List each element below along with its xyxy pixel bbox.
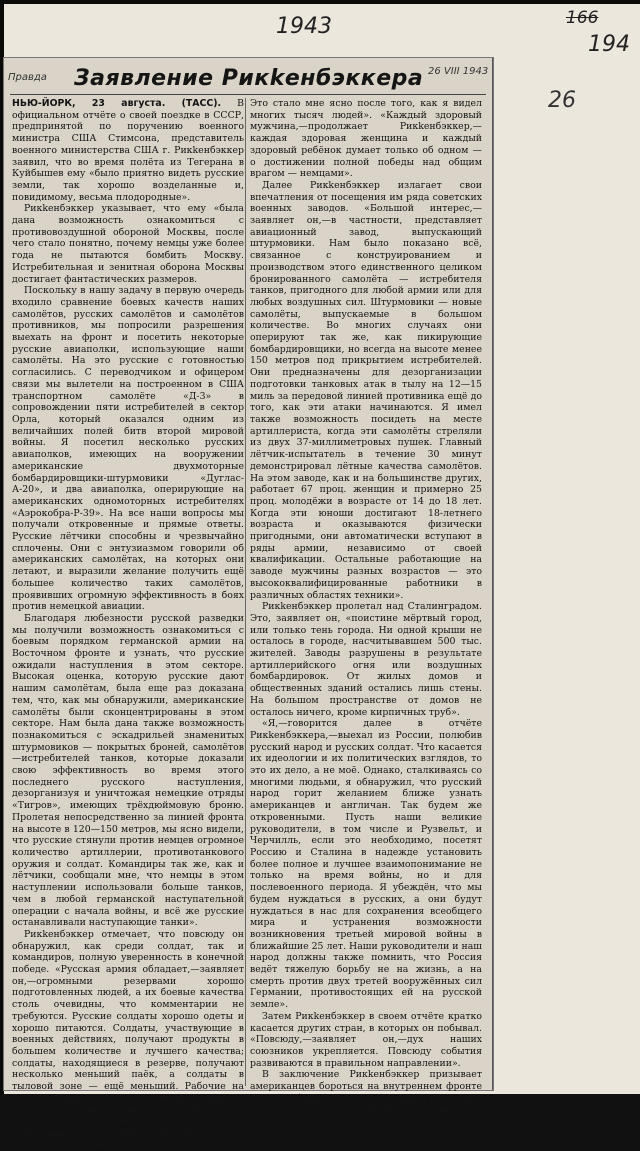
pencil-source-note: Правда xyxy=(8,72,47,83)
scan-top-edge xyxy=(0,0,640,4)
paragraph: Затем Рикkенбэккер в своем отчёте кратко касается других стран, в которых он побывал. «Повсюду,—заявляет он,—дух наших союзников укрепляется. Повсюду события развиваются в правильном направлении». xyxy=(250,1010,482,1069)
paragraph: «Я,—говорится далее в отчёте Рикkенбэккера,—выехал из России, полюбив русский народ и русских солдат. Что касается их идеологии и их политических взглядов, то это их дело, а не моё. Однако, сталкиваясь со многими людьми, я обнаружил, что русский народ горит желанием ближе узнать американцев и англичан. Так будем же откровенными. Пусть наши великие руководители, в том числе и Рузвельт, и Черчилль, если это необходимо, посетят Россию и Сталина в надежде установить более полное и лучшее взаимопонимание не только на время войны, но и для послевоенного периода. Я убеждён, что мы будем нуждаться в русских, а они будут нуждаться в нас для сохранения всеобщего мира и устранения возможности возникновения третьей мировой войны в ближайшие 25 лет. Наши руководители и наш народ должны также помнить, что Россия ведёт тяжелую борьбу не на жизнь, а на смерть против двух третей вооружённых сил Германии, противостоящих ей на русской земле». xyxy=(250,718,482,1011)
article-headline: Заявление Рикkенбэккера xyxy=(74,66,424,91)
margin-pencil-mark: 26 xyxy=(548,88,576,113)
dateline: НЬЮ-ЙОРК, 23 августа. (ТАСС). xyxy=(12,98,222,109)
paragraph: Это стало мне ясно после того, как я видел многих тысяч людей». «Каждый здоровый мужчина,—продолжает Рикkенбэккер,—каждая здоровая женщина и каждый здоровый ребёнок думает только об одном — о достижении полной победы над общим врагом — немцами». xyxy=(250,98,482,180)
handwritten-page-number: 194 xyxy=(588,32,630,57)
paragraph: Рикkенбэккер указывает, что ему «была дана возможность ознакомиться с противовоздушной обороной Москвы, после чего стало понятно, почему немцы уже более года не пытаются бомбить Москву. Истребительная и зенитная оборона Москвы достигает фантастических размеров. xyxy=(12,203,244,285)
pencil-date-note: 26 VIII 1943 xyxy=(428,66,489,77)
paragraph: Далее Рикkенбэккер излагает свои впечатления от посещения им ряда советских военных заводов. «Большой интерес,—заявляет он,—в частности, представляет авиационный завод, выпускающий штурмовики. Нам было показано всё, связанное с конструированием и производством этого единственного целиком бронированного самолёта — истребителя танков, пригодного для любой армии или для любых воздушных сил. Штурмовики — новые самолёты, выпускаемые в большом количестве. Во многих случаях они оперируют так же, как пикирующие бомбардировщики, но всегда на высоте менее 150 метров под прикрытием истребителей. Они предназначены для дезорганизации подготовки танковых атак в тылу на 12—15 миль за передовой линией противника ещё до того, как эти атаки начинаются. Я имел также возможность посидеть на месте артиллериста, когда эти самолёты стреляли из двух 37-миллиметровых пушек. Главный лётчик-испытатель в течение 30 минут демонстрировал лётные качества самолётов. На этом заводе, как и на большинстве других, работает 67 проц. женщин и примерно 25 проц. молодёжи в возрасте от 14 до 18 лет. Когда эти юноши достигают 18-летнего возраста и оказываются физически пригодными, они автоматически вступают в ряды армии, независимо от своей квалификации. Остальные работающие на заводе мужчины разных возрастов — это высококвалифицированные работники в различных областях техники». xyxy=(250,179,482,601)
paragraph: Поскольку в нашу задачу в первую очередь входило сравнение боевых качеств наших самолётов, русских самолётов и самолётов противников, мы попросили разрешения выехать на фронт и посетить некоторые русские авиаполки, использующие наши самолёты. На это русские с готовностью согласились. С переводчиком и офицером связи мы вылетели на построенном в США транспортном самолёте «Д-3» в сопровождении пяти истребителей в сектор Орла, который оказался одним из величайших полей битв второй мировой войны. Я посетил несколько русских авиаполков, имеющих на вооружении американские двухмоторные бомбардировщики-штурмовики «Дуглас-А-20», и два авиаполка, оперирующие на американских одномоторных истребителях «Аэрокобра-Р-39». На все наши вопросы мы получали откровенные и прямые ответы. Русские лётчики способны и чрезвычайно сплочены. Они с энтузиазмом говорили об американских самолётах, на которых они летают, и выразили желание получить ещё большее количество таких самолётов, проявивших огромную эффективность в боях против немецкой авиации. xyxy=(12,285,244,613)
lead-paragraph xyxy=(12,98,244,203)
headline-rule xyxy=(10,94,486,95)
paragraph: Благодаря любезности русской разведки мы получили возможность ознакомиться с боевым порядком германской армии на Восточном фронте и узнать, что русские ожидали наступления в этом секторе. Высокая оценка, которую русские дают нашим самолётам, была еще раз доказана тем, что, как мы обнаружили, американские самолёты были сконцентрированы в этом секторе. Нам была дана также возможность познакомиться с эскадрильей знаменитых штурмовиков — покрытых броней, самолётов—истребителей танков, которые доказали свою эффективность во время этого последнего русского наступления, дезорганизуя и уничтожая немецкие отряды «Тигров», имеющих трёхдюймовую броню. Пролетая непосредственно за линией фронта на высоте в 120—150 метров, мы ясно видели, что русские стянули против немцев огромное количество артиллерии, противотанкового оружия и солдат. Командиры так же, как и лётчики, сообщали мне, что немцы в этом наступлении использовали больше танков, чем в любой германской наступательной операции с начала войны, и всё же русские останавливали наступающие танки». xyxy=(12,612,244,929)
crossed-page-number: 166 xyxy=(566,8,599,28)
article-column-right xyxy=(250,98,482,1128)
newspaper-clipping xyxy=(4,58,493,1151)
lead-text: В официальном отчёте о своей поездке в СССР, предпринятой по поручению военного министра США Стимсона, представитель военного министерства США г. Рикkенбэккер заявил, что во время полёта из Тегерана в Куйбышев ему «было приятно видеть русские земли, так хорошо возделанные и, повидимому, весьма плодородные». xyxy=(12,98,244,203)
article-column-left xyxy=(12,98,244,1151)
paragraph: Рикkенбэккер отмечает, что повсюду он обнаружил, как среди солдат, так и командиров, полную уверенность в конечной победе. «Русская армия обладает,—заявляет он,—огромными резервами хорошо подготовленных людей, а их боевые качества столь очевидны, что комментарии не требуются. Русские солдаты хорошо одеты и хорошо питаются. Солдаты, участвующие в военных действиях, получают продукты в большем количестве и лучшего качества; солдаты, находящиеся в резерве, получают несколько меньший паёк, а солдаты в тыловой зоне — ещё меньший. Рабочие на заводах также получают меньше продуктов, чем солдаты на фронте, но в общем все получают достаточно продуктов, чтобы поддерживать хорошее физическое и моральное состояние. xyxy=(12,928,244,1151)
column-divider xyxy=(245,98,246,1086)
paragraph: В заключение Рикkенбэккер призывает американцев бороться на внутреннем фронте так, как борются солдаты, моряки и лётчики для того, чтобы сократить продолжительность войны. xyxy=(250,1069,482,1128)
paragraph: Рикkенбэккер пролетал над Сталинградом. Это, заявляет он, «поистине мёртвый город, или только тень города. Ни одной крыши не осталось в городе, насчитывавшем 500 тыс. жителей. Заводы разрушены в результате артиллерийского огня или воздушных бомбардировок. От жилых домов и общественных зданий остались лишь стены. На большом пространстве от домов не осталось ничего, кроме кирпичных труб». xyxy=(250,601,482,718)
handwritten-year: 1943 xyxy=(276,14,332,39)
